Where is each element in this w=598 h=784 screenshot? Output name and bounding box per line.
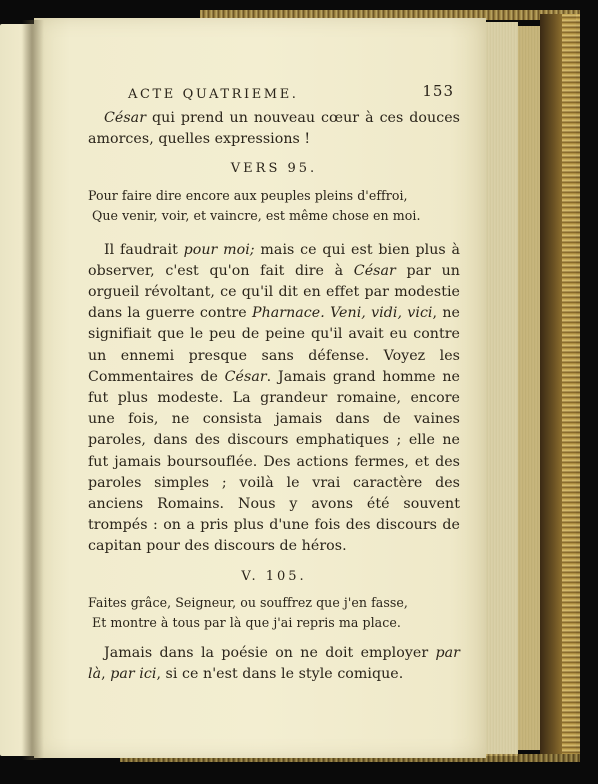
italic-segment: par là: [88, 644, 460, 683]
book-gutter: [22, 20, 44, 760]
section-heading-2: V. 105.: [241, 568, 307, 584]
verse-line: Et montre à tous par là que j'ai repris ma place.: [92, 614, 401, 630]
text-segment: , si ce n'est dans le style comique.: [156, 666, 404, 683]
page-block-edges: [484, 22, 518, 756]
paragraph-3: [88, 643, 460, 685]
page-text: [88, 84, 460, 685]
paragraph-1: [88, 108, 460, 150]
section-heading-1: VERS 95.: [230, 161, 318, 177]
verse-line: Faites grâce, Seigneur, ou souffrez que j'en fasse,: [88, 594, 408, 610]
text-segment: par un orgueil révoltant, ce qu'il dit en effet par modestie dans la guerre contre: [88, 262, 460, 322]
paragraph-1-text: qui prend un nouveau cœur à ces douces amorces, quelles expressions !: [88, 110, 460, 148]
verse-line: Pour faire dire encore aux peuples pleins d'effroi,: [88, 187, 408, 203]
text-segment: Jamais dans la poésie on ne doit employer: [104, 644, 436, 661]
text-segment: ,: [101, 666, 111, 683]
italic-segment: César: [353, 262, 396, 279]
cover-gilt-band: [562, 14, 580, 754]
italic-segment: César: [224, 368, 267, 385]
page-number: 153: [422, 82, 454, 100]
running-header: [128, 84, 460, 108]
gilt-page-edges: [518, 26, 540, 750]
italic-name: César: [104, 110, 147, 126]
text-segment: mais ce qui est bien plus à observer, c'est qu'on fait dire à: [88, 241, 461, 279]
running-title: ACTE QUATRIEME.: [128, 87, 299, 102]
text-segment: Il faudrait: [104, 241, 184, 258]
text-segment: . Jamais grand homme ne fut plus modeste. La grandeur romaine, encore une fois, ne consista jamais dans de vaines paroles, dans des discours emphatiques ; elle ne fut jamais boursouflée. Des actions fermes, et des paroles simples ; voilà le vrai caractère des anciens Romains. Nous y avons été souvent trompés : on a pris plus d'une fois des discours de capitan pour des discours de héros.: [88, 368, 460, 555]
verse-line: Que venir, voir, et vaincre, est même chose en moi.: [92, 207, 421, 223]
paragraph-2: [88, 240, 460, 558]
italic-segment: pour moi;: [183, 241, 255, 258]
italic-segment: par ici: [110, 666, 157, 683]
text-segment: , ne signifiait que le peu de peine qu'il avait eu contre un ennemi presque sans défense. Voyez les Commentaires de: [88, 305, 460, 385]
italic-segment: Pharnace. Veni, vidi, vici: [251, 305, 433, 322]
